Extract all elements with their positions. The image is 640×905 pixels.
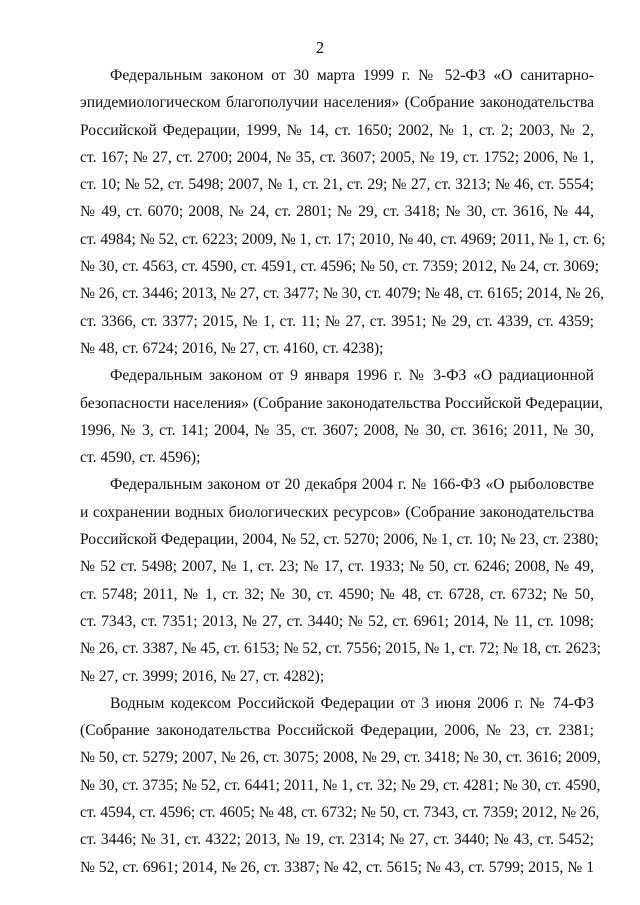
text-line: № 27, ст. 3999; 2016, № 27, ст. 4282); — [80, 667, 325, 685]
text-line: № 48, ст. 6724; 2016, № 27, ст. 4160, ст. 4238); — [80, 339, 384, 357]
text-line: безопасности населения» (Собрание законодательства Российской Федерации, — [80, 394, 603, 412]
text-line: Федеральным законом от 9 января 1996 г. № 3-ФЗ «О радиационной — [110, 367, 594, 385]
text-line: ст. 4984; № 52, ст. 6223; 2009, № 1, ст. 17; 2010, № 40, ст. 4969; 2011, № 1, ст. 6; — [80, 230, 606, 248]
text-line: № 52 ст. 5498; 2007, № 1, ст. 23; № 17, ст. 1933; № 50, ст. 6246; 2008, № 49, — [80, 558, 594, 576]
text-line: Российской Федерации, 2004, № 52, ст. 5270; 2006, № 1, ст. 10; № 23, ст. 2380; — [80, 531, 599, 549]
document-body — [80, 62, 606, 881]
text-line: Водным кодексом Российской Федерации от 3 июня 2006 г. № 74-ФЗ — [110, 694, 594, 712]
text-line: ст. 10; № 52, ст. 5498; 2007, № 1, ст. 21, ст. 29; № 27, ст. 3213; № 46, ст. 5554; — [80, 176, 594, 194]
text-line: ст. 4594, ст. 4596; ст. 4605; № 48, ст. 6732; № 50, ст. 7343, ст. 7359; 2012, № 26, — [80, 804, 600, 822]
text-line: ст. 4590, ст. 4596); — [80, 449, 201, 467]
text-line: № 49, ст. 6070; 2008, № 24, ст. 2801; № 29, ст. 3418; № 30, ст. 3616, № 44, — [80, 203, 594, 221]
text-line: Федеральным законом от 20 декабря 2004 г. № 166-ФЗ «О рыболовстве — [110, 476, 594, 494]
text-line: № 26, ст. 3446; 2013, № 27, ст. 3477; № 30, ст. 4079; № 48, ст. 6165; 2014, № 26, — [80, 285, 605, 303]
text-line: № 30, ст. 4563, ст. 4590, ст. 4591, ст. 4596; № 50, ст. 7359; 2012, № 24, ст. 3069; — [80, 258, 599, 276]
text-line: эпидемиологическом благополучии населения» (Собрание законодательства — [80, 94, 594, 112]
text-line: ст. 167; № 27, ст. 2700; 2004, № 35, ст. 3607; 2005, № 19, ст. 1752; 2006, № 1, — [80, 148, 594, 166]
paragraph-radiation-law — [80, 362, 603, 471]
page-number: 2 — [315, 38, 325, 57]
paragraph-water-code — [80, 690, 601, 881]
text-line: № 50, ст. 5279; 2007, № 26, ст. 3075; 2008, № 29, ст. 3418; № 30, ст. 3616; 2009, — [80, 749, 601, 767]
text-line: и сохранении водных биологических ресурсов» (Собрание законодательства — [80, 503, 594, 521]
text-line: Федеральным законом от 30 марта 1999 г. № 52-ФЗ «О санитарно- — [110, 67, 594, 84]
text-line: ст. 3366, ст. 3377; 2015, № 1, ст. 11; № 27, ст. 3951; № 29, ст. 4339, ст. 4359; — [80, 312, 594, 330]
text-line: № 26, ст. 3387, № 45, ст. 6153; № 52, ст. 7556; 2015, № 1, ст. 72; № 18, ст. 2623; — [80, 640, 601, 658]
text-line: ст. 5748; 2011, № 1, ст. 32; № 30, ст. 4590; № 48, ст. 6728, ст. 6732; № 50, — [80, 585, 594, 603]
paragraph-sanitary-law — [80, 62, 606, 362]
text-line: 1996, № 3, ст. 141; 2004, № 35, ст. 3607; 2008, № 30, ст. 3616; 2011, № 30, — [80, 421, 594, 439]
text-line: Российской Федерации, 1999, № 14, ст. 1650; 2002, № 1, ст. 2; 2003, № 2, — [80, 121, 594, 139]
text-line: № 30, ст. 3735; № 52, ст. 6441; 2011, № 1, ст. 32; № 29, ст. 4281; № 30, ст. 4590, — [80, 776, 601, 794]
text-line: № 52, ст. 6961; 2014, № 26, ст. 3387; № 42, ст. 5615; № 43, ст. 5799; 2015, № 1 — [80, 858, 594, 876]
text-line: (Собрание законодательства Российской Федерации, 2006, № 23, ст. 2381; — [80, 722, 594, 740]
paragraph-fishing-law — [80, 471, 601, 689]
text-line: ст. 7343, ст. 7351; 2013, № 27, ст. 3440; № 52, ст. 6961; 2014, № 11, ст. 1098; — [80, 612, 594, 630]
text-line: ст. 3446; № 31, ст. 4322; 2013, № 19, ст. 2314; № 27, ст. 3440; № 43, ст. 5452; — [80, 831, 594, 849]
